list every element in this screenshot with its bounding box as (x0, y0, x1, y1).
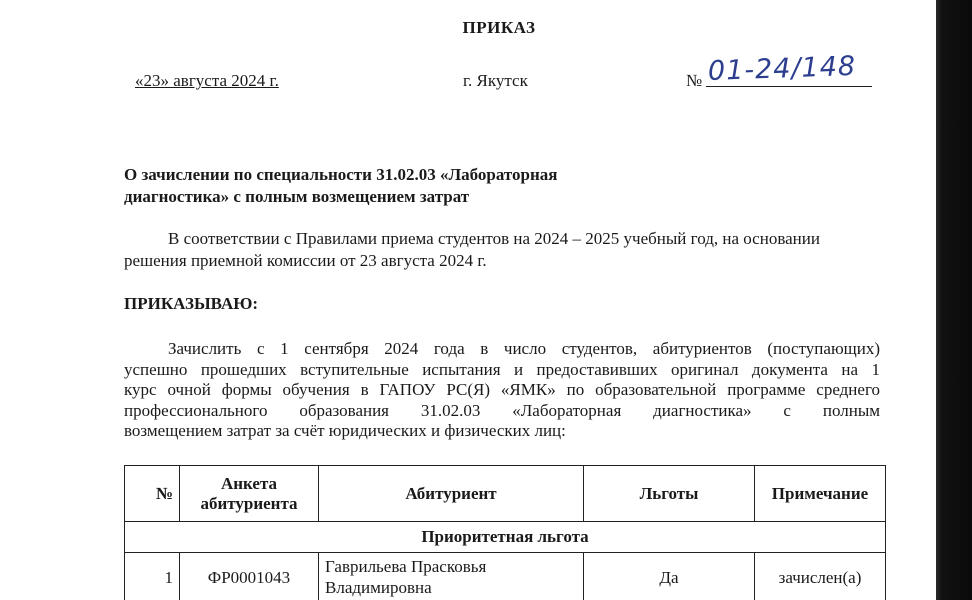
background-edge (936, 0, 972, 600)
header-applicant: Абитуриент (319, 466, 584, 522)
row-benefit: Да (584, 553, 755, 600)
body-line: Зачислить с 1 сентября 2024 года в число студентов, абитуриентов (поступающих) (168, 339, 880, 358)
table-group-row (125, 522, 886, 553)
applicant-name-line: Владимировна (325, 578, 432, 597)
order-subject (124, 164, 644, 208)
order-number-handwritten: 01-24/148 (707, 50, 857, 87)
row-note: зачислен(а) (755, 553, 886, 600)
applicant-name-line: Гаврильева Прасковья (325, 557, 487, 576)
document-title: ПРИКАЗ (462, 18, 536, 37)
header-benefits: Льготы (584, 466, 755, 522)
order-city: г. Якутск (463, 71, 528, 90)
basis-line: В соответствии с Правилами приема студентов на 2024 – 2025 учебный год, на основании (168, 229, 820, 248)
header-num: № (125, 466, 180, 522)
body-line: возмещением затрат за счёт юридических и физических лиц: (124, 421, 566, 441)
order-basis-paragraph (124, 228, 880, 272)
header-form-line: Анкета (220, 473, 278, 493)
row-applicant-name (319, 553, 584, 600)
order-subject-line: О зачислении по специальности 31.02.03 «Лабораторная (124, 165, 558, 184)
basis-line: решения приемной комиссии от 23 августа 2024 г. (124, 251, 487, 270)
header-application-form (180, 466, 319, 522)
table-row (125, 553, 886, 600)
table-header-row (125, 466, 886, 522)
body-line: курс очной формы обучения в ГАПОУ РС(Я) «ЯМК» по образовательной программе среднего (124, 380, 880, 400)
order-date: «23» августа 2024 г. (135, 71, 279, 90)
group-label: Приоритетная льгота (125, 522, 886, 553)
row-form: ФР0001043 (180, 553, 319, 600)
order-subject-line: диагностика» с полным возмещением затрат (124, 187, 470, 206)
order-number-label: № (686, 71, 703, 90)
header-note: Примечание (755, 466, 886, 522)
body-line: профессионального образования 31.02.03 «Лабораторная диагностика» с полным (124, 400, 880, 420)
enrolled-students-table (124, 465, 886, 600)
header-form-line: абитуриента (200, 493, 298, 513)
order-directive-heading: ПРИКАЗЫВАЮ: (124, 294, 259, 313)
row-num: 1 (125, 553, 180, 600)
order-body-paragraph (124, 339, 880, 442)
body-line: успешно прошедших вступительные испытания и предоставивших оригинал документа на 1 (124, 359, 880, 379)
